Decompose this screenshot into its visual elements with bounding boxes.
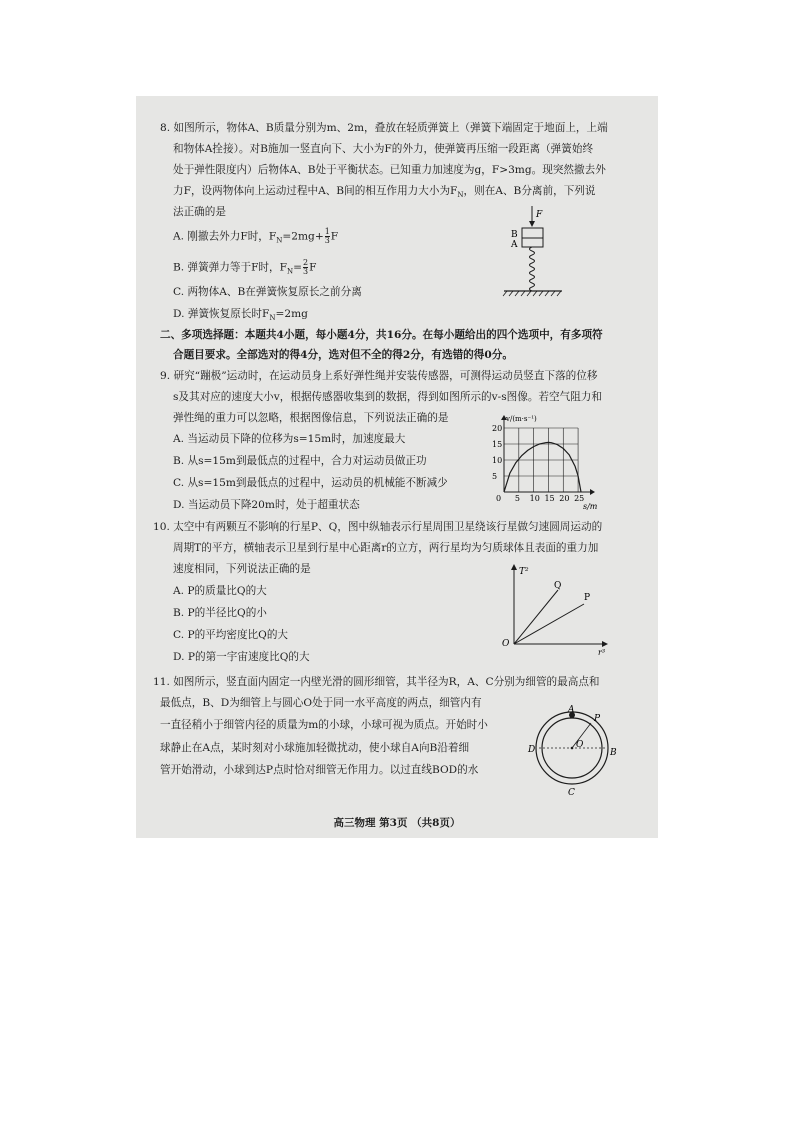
- q11-line-2: 最低点，B、D为细管上与圆心O处于同一水平高度的两点，细管内有: [160, 697, 482, 709]
- x-axis-title: s/m: [583, 502, 598, 510]
- q10-option-d: D. P的第一宇宙速度比Q的大: [173, 651, 310, 663]
- q11-line-3: 一直径稍小于细管内径的质量为m的小球，小球可视为质点。开始时小: [160, 719, 488, 731]
- q8-line-4: 力F，设两物体向上运动过程中A、B间的相互作用力大小为$F_N$，则在A、B分离前，下列说: [173, 185, 596, 200]
- page-footer: 高三物理 第3页 （共8页）: [333, 817, 461, 829]
- y-axis-label: T²: [519, 567, 529, 577]
- q11-line-1: 11. 如图所示，竖直面内固定一内壁光滑的圆形细管，其半径为R，A、C分别为细管的最高点和: [153, 676, 600, 688]
- q8-line-2: 和物体A拴接）。对B施加一竖直向下、大小为F的外力，使弹簧再压缩一段距离（弹簧始终: [173, 143, 594, 155]
- y-tick-label: 15: [492, 440, 503, 449]
- q10-option-c: C. P的平均密度比Q的大: [173, 629, 289, 641]
- point-o-label: O: [576, 740, 584, 750]
- spring-block-figure: [500, 204, 570, 300]
- q10-line-3: 速度相同，下列说法正确的是: [173, 563, 311, 575]
- q9-line-1: 9. 研究“蹦极”运动时，在运动员身上系好弹性绳并安装传感器，可测得运动员竖直下落的位移: [160, 370, 598, 382]
- spring: [530, 247, 535, 291]
- x-axis-arrow: [590, 489, 595, 495]
- block-b: [522, 228, 543, 238]
- point-p-label: P: [594, 714, 601, 724]
- q9-option-d: D. 当运动员下降20m时，处于超重状态: [173, 499, 360, 511]
- q10-option-b: B. P的半径比Q的小: [173, 607, 267, 619]
- q8-line-5: 法正确的是: [173, 206, 226, 218]
- origin-label: O: [502, 639, 510, 649]
- x-tick-label: 20: [559, 494, 570, 503]
- section-2-heading: 二、多项选择题：本题共4小题，每小题4分，共16分。在每小题给出的四个选项中，有多项符: [160, 329, 603, 341]
- q9-option-a: A. 当运动员下降的位移为s=15m时，加速度最大: [173, 433, 406, 445]
- q8-option-b: B. 弹簧弹力等于F时，$F_N=$ $\frac{2}{3}$ F: [173, 258, 317, 276]
- chart-grid: [504, 428, 578, 492]
- chart-series-line: [504, 442, 581, 492]
- y-tick-label: 20: [492, 424, 503, 433]
- point-a-label: A: [568, 705, 575, 715]
- block-b-label: B: [511, 230, 518, 240]
- x-tick-label: 5: [514, 494, 520, 503]
- point-b-label: B: [610, 748, 617, 758]
- x-tick-label: 0: [496, 494, 502, 503]
- y-axis-title: v/(m·s⁻¹): [506, 415, 537, 423]
- block-a: [522, 238, 543, 247]
- x-axis-label: r³: [598, 648, 606, 656]
- force-label-f: F: [536, 210, 543, 220]
- q9-line-3: 弹性绳的重力可以忽略，根据图像信息，下列说法正确的是: [173, 412, 449, 424]
- q11-line-4: 球静止在A点，某时刻对小球施加轻微扰动，使小球自A向B沿着细: [160, 742, 470, 754]
- q8-line-3: 处于弹性限度内）后物体A、B处于平衡状态。已知重力加速度为g，F>3mg。现突然撤去外: [173, 164, 606, 176]
- q9-line-2: s及其对应的速度大小v，根据传感器收集到的数据，得到如图所示的v-s图像。若空气阻力和: [173, 391, 602, 403]
- q9-option-c: C. 从s=15m到最低点的过程中，运动员的机械能不断减少: [173, 477, 448, 489]
- q8-option-a: A. 刚撤去外力F时，$F_N=2mg+$ $\frac{1}{3}$ F: [173, 227, 339, 245]
- q8-option-d: D. 弹簧恢复原长时$F_N=2mg$: [173, 308, 308, 323]
- q8-line-1: 8. 如图所示，物体A、B质量分别为m、2m，叠放在轻质弹簧上（弹簧下端固定于地面上，上端: [160, 122, 608, 134]
- t2-r3-figure: [492, 560, 610, 656]
- q11-line-5: 管开始滑动，小球到达P点时恰对细管无作用力。以过直线BOD的水: [160, 764, 479, 776]
- x-tick-label: 25: [574, 494, 585, 503]
- line-q: [514, 590, 558, 644]
- section-2-heading-cont: 合题目要求。全部选对的得4分，选对但不全的得2分，有选错的得0分。: [173, 349, 513, 361]
- circular-tube-figure: [526, 702, 622, 798]
- q10-line-1: 10. 太空中有两颗互不影响的行星P、Q，图中纵轴表示行星周围卫星绕该行星做匀速圆周运动的: [153, 521, 603, 533]
- y-tick-label: 10: [492, 456, 503, 465]
- y-tick-label: 5: [492, 472, 498, 481]
- point-d-label: D: [528, 745, 536, 755]
- point-c-label: C: [568, 788, 575, 798]
- q10-option-a: A. P的质量比Q的大: [173, 585, 267, 597]
- x-tick-label: 10: [529, 494, 540, 503]
- x-tick-label: 15: [544, 494, 555, 503]
- q8-option-c: C. 两物体A、B在弹簧恢复原长之前分离: [173, 286, 362, 298]
- v-s-chart: [488, 414, 608, 510]
- line-p: [514, 604, 584, 644]
- line-q-label: Q: [554, 581, 562, 591]
- line-p-label: P: [584, 593, 591, 603]
- q9-option-b: B. 从s=15m到最低点的过程中，合力对运动员做正功: [173, 455, 427, 467]
- exam-page: [136, 96, 658, 838]
- block-a-label: A: [511, 240, 518, 250]
- q10-line-2: 周期T的平方，横轴表示卫星到行星中心距离r的立方，两行星均为匀质球体且表面的重力加: [173, 542, 599, 554]
- chart-axes: [501, 415, 595, 495]
